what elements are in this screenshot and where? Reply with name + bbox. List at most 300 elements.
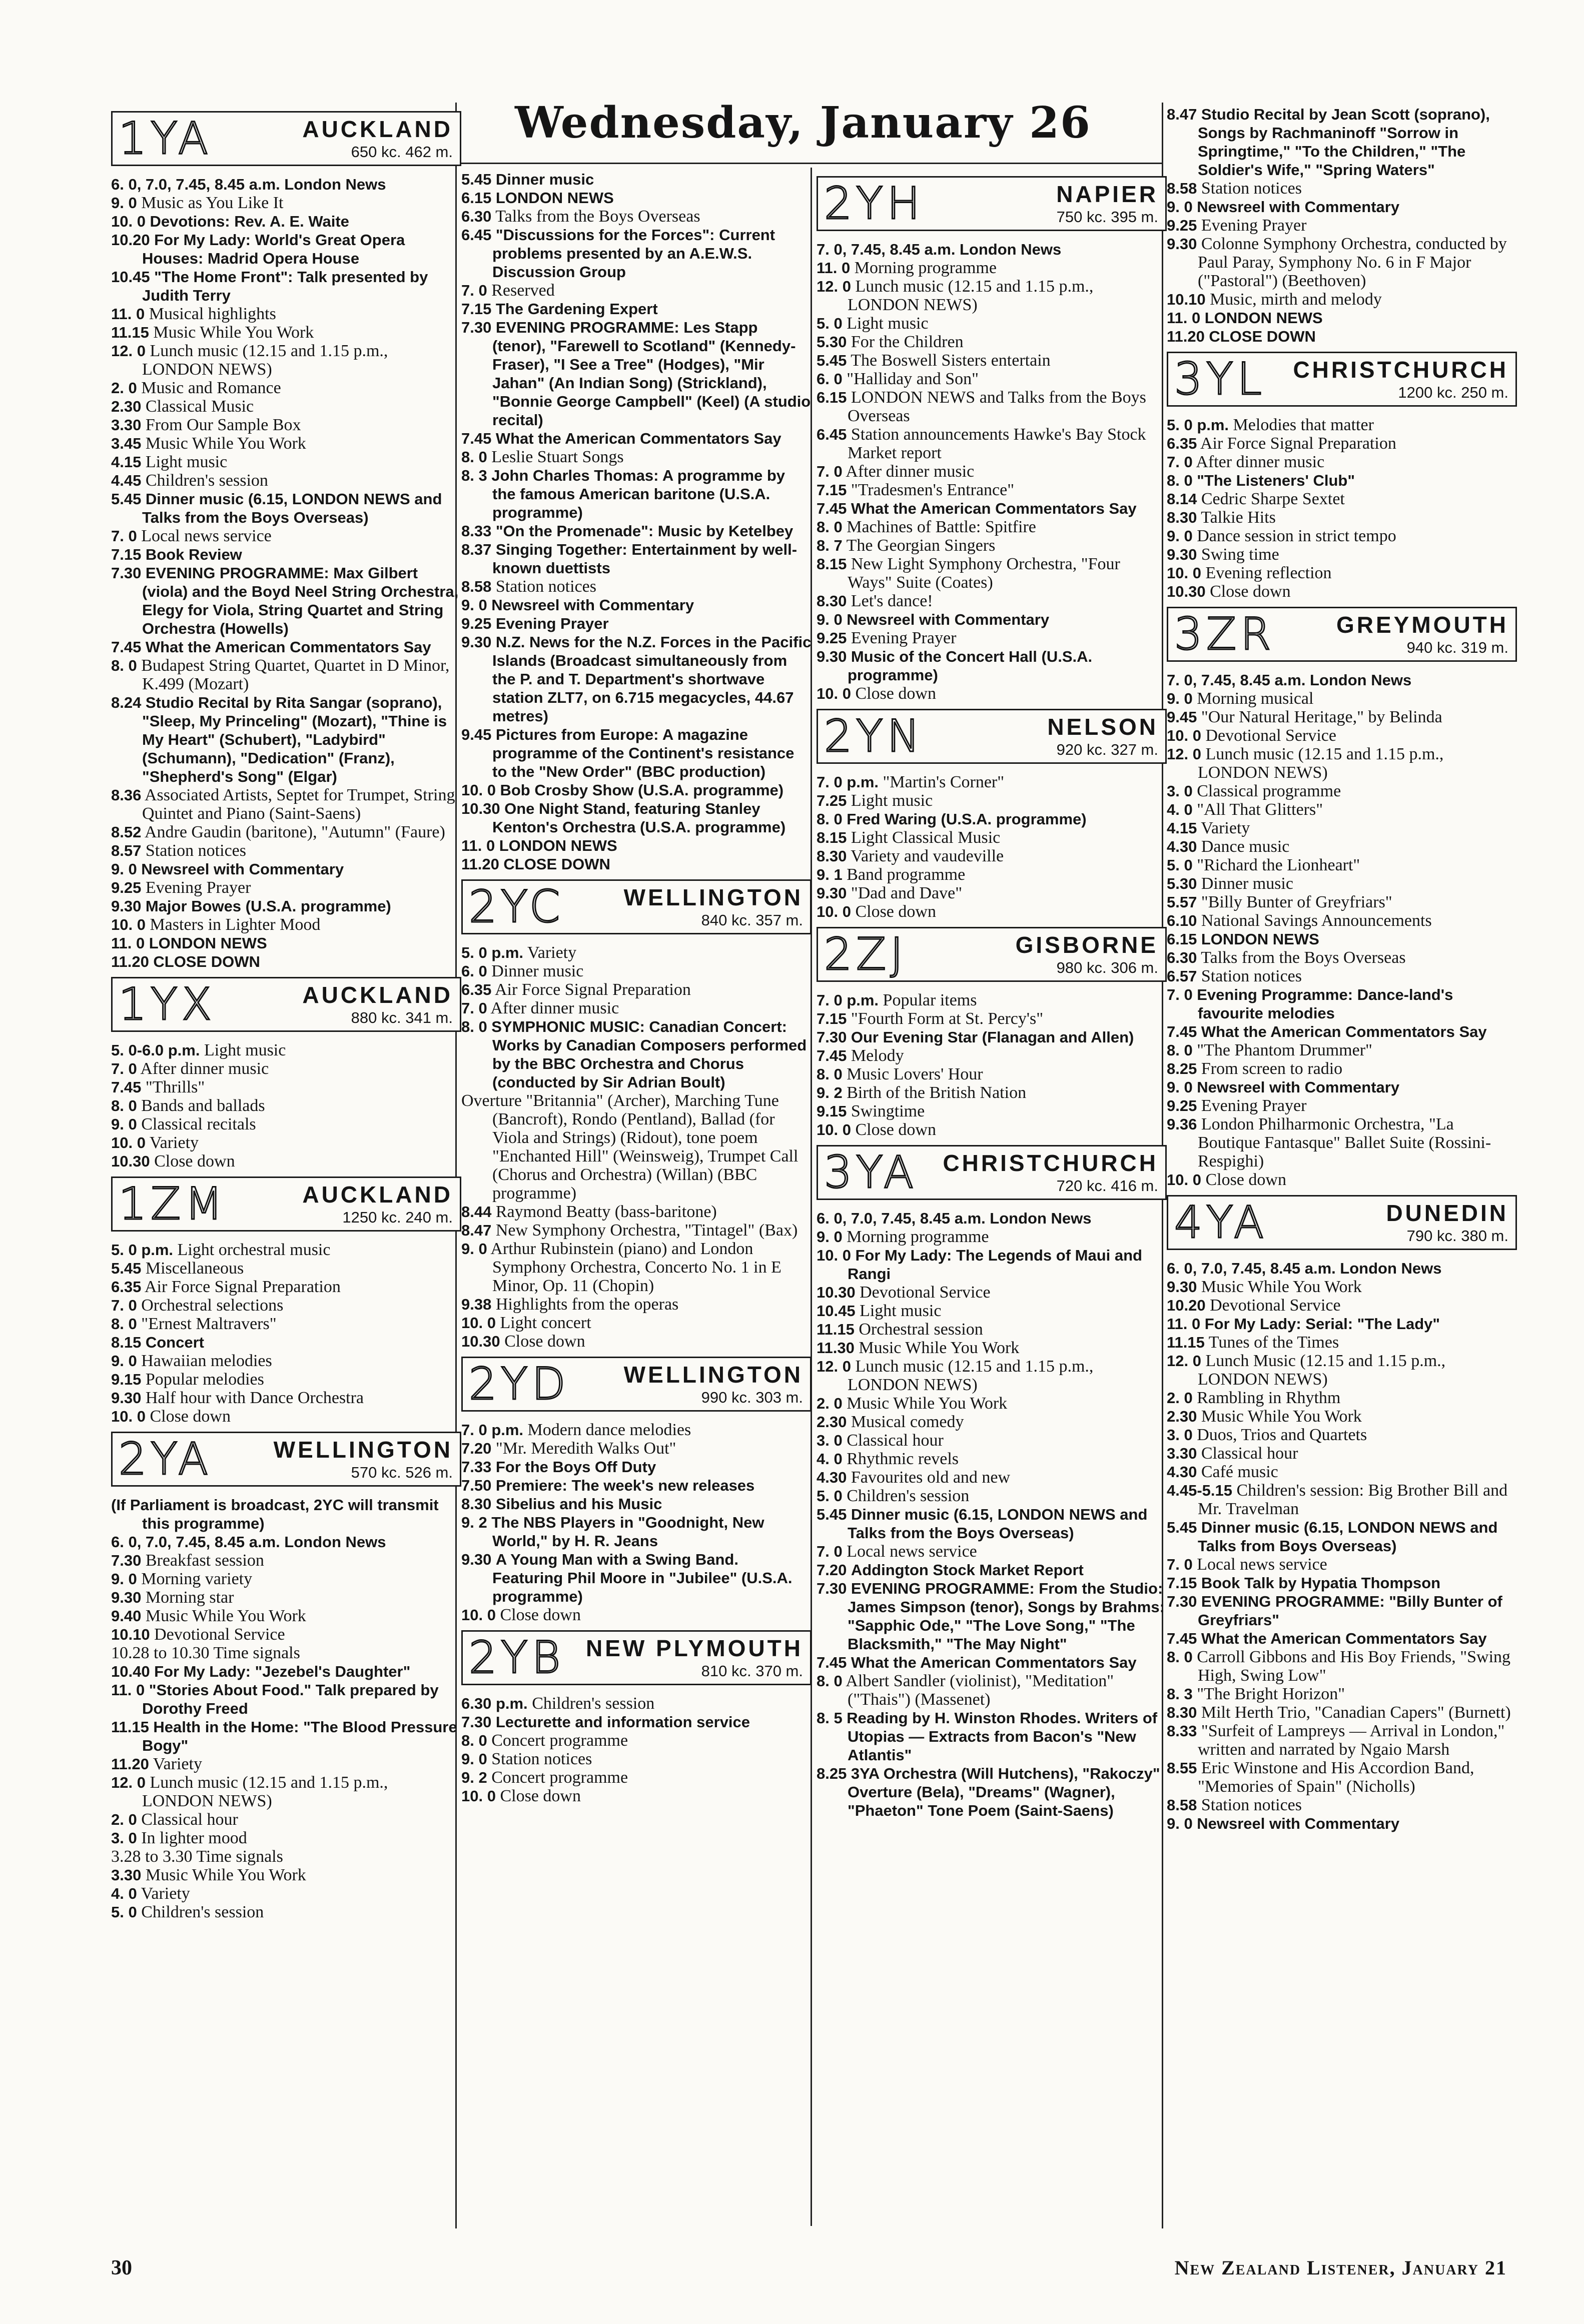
programme-entry	[817, 1228, 1167, 1246]
programme-title: Dinner music	[1201, 874, 1293, 893]
programme-time: 8.25	[817, 1765, 847, 1782]
programme-list	[111, 1241, 461, 1426]
programme-time: 6. 0, 7.0, 7.45, 8.45 a.m.	[111, 1533, 280, 1551]
programme-time: 9.30	[111, 1389, 142, 1407]
programme-entry	[1167, 453, 1517, 471]
programme-entry	[1167, 471, 1517, 490]
programme-entry	[1167, 967, 1517, 985]
programme-entry	[461, 1295, 812, 1314]
programme-title: From screen to radio	[1201, 1059, 1343, 1078]
station-frequency: 720 kc. 416 m.	[1056, 1177, 1158, 1195]
programme-entry	[817, 425, 1167, 462]
programme-title: London News	[990, 1210, 1092, 1227]
programme-time: 10. 0	[111, 213, 146, 230]
programme-time: 2.30	[1167, 1408, 1197, 1425]
programme-title: Station notices	[491, 1750, 592, 1768]
programme-title: National Savings Announcements	[1201, 911, 1432, 930]
programme-time: 11. 0	[1167, 1315, 1201, 1333]
programme-time: 7. 0 p.m.	[817, 991, 879, 1009]
programme-time: 7.30	[461, 319, 492, 336]
programme-time: 10.10	[111, 1626, 150, 1643]
programme-entry	[1167, 564, 1517, 582]
programme-time: 11.20	[461, 855, 499, 873]
programme-entry	[817, 518, 1167, 536]
programme-entry	[111, 823, 461, 841]
programme-entry	[817, 902, 1167, 921]
programme-entry	[1167, 1389, 1517, 1407]
station-header	[817, 927, 1167, 982]
programme-time: 7.45	[817, 1047, 847, 1064]
programme-time: 7.15	[111, 546, 142, 563]
programme-entry	[1167, 782, 1517, 800]
programme-title: Lunch music (12.15 and 1.15 p.m., LONDON NEWS)	[1198, 745, 1444, 782]
programme-entry	[111, 1533, 461, 1551]
programme-list	[461, 943, 812, 1351]
station-city: AUCKLAND	[302, 982, 453, 1008]
programme-time: 10. 0	[817, 685, 851, 702]
programme-title: Swing time	[1201, 545, 1279, 564]
programme-entry	[111, 1259, 461, 1278]
programme-title: Talks from the Boys Overseas	[1201, 948, 1406, 967]
programme-time: 4.45-5.15	[1167, 1482, 1232, 1499]
programme-entry	[817, 351, 1167, 370]
programme-entry	[461, 1240, 812, 1295]
programme-time: 8.37	[461, 541, 492, 558]
programme-time: 6.15	[1167, 930, 1197, 948]
programme-time: 10. 0	[461, 1787, 496, 1805]
programme-time: 5. 0	[111, 1903, 137, 1921]
station-frequency: 1200 kc. 250 m.	[1398, 384, 1508, 401]
programme-entry	[1167, 874, 1517, 893]
programme-title: Birth of the British Nation	[847, 1083, 1027, 1102]
programme-list	[1167, 105, 1517, 346]
programme-entry	[111, 545, 461, 564]
programme-title: Light concert	[500, 1314, 591, 1332]
column-4	[1167, 105, 1517, 1833]
programme-title: "Halliday and Son"	[847, 370, 979, 388]
programme-title: Machines of Battle: Spitfire	[847, 518, 1036, 536]
programme-time: 9.45	[1167, 708, 1197, 726]
programme-title: Station notices	[1201, 967, 1302, 985]
programme-entry	[817, 1450, 1167, 1468]
programme-entry	[817, 1120, 1167, 1139]
programme-title: Overture "Britannia" (Archer), Marching Tune (Bancroft), Rondo (Pentland), Ballad (for Viola and Strings) (Ridout), tone poem "Enchanted Hill" (Weinsweig), Trumpet Call (Chorus and Orchestra) (Willan) (BBC programme)	[461, 1091, 799, 1203]
programme-time: 5.45	[111, 1260, 142, 1277]
programme-list	[111, 1041, 461, 1171]
programme-entry	[111, 175, 461, 194]
programme-time: 8.15	[817, 829, 847, 846]
programme-entry	[817, 610, 1167, 629]
programme-time: 8. 5	[817, 1709, 843, 1727]
programme-entry	[111, 878, 461, 897]
programme-time: 4. 0	[1167, 801, 1193, 818]
programme-entry	[1167, 105, 1517, 179]
programme-entry	[111, 194, 461, 212]
programme-title: Children's session	[847, 1487, 970, 1505]
programme-entry	[817, 647, 1167, 684]
programme-entry	[461, 448, 812, 466]
programme-title: Morning programme	[847, 1228, 989, 1246]
programme-entry	[461, 577, 812, 596]
programme-title: Talks from the Boys Overseas	[495, 207, 700, 226]
programme-time: 7. 0	[1167, 986, 1193, 1003]
programme-title: Devotional Service	[154, 1625, 285, 1644]
programme-title: After dinner music	[846, 462, 975, 481]
programme-entry	[111, 1644, 461, 1662]
programme-time: 8.55	[1167, 1759, 1197, 1777]
programme-time: 11. 0	[111, 305, 145, 323]
programme-list	[1167, 416, 1517, 601]
programme-title: Masters in Lighter Mood	[150, 915, 321, 934]
programme-time: 9. 2	[461, 1514, 487, 1531]
programme-time: 7.45	[1167, 1630, 1197, 1647]
programme-time: 11. 0	[1167, 309, 1201, 327]
programme-entry	[111, 1278, 461, 1296]
programme-title: Children's session	[141, 1903, 264, 1921]
programme-entry	[1167, 179, 1517, 198]
station-frequency: 750 kc. 395 m.	[1056, 208, 1158, 226]
station-header	[1167, 1195, 1517, 1250]
programme-title: Melodies that matter	[1233, 416, 1374, 434]
programme-entry	[817, 1672, 1167, 1709]
programme-title: "Discussions for the Forces": Current problems presented by an A.E.W.S. Discussion Group	[492, 226, 775, 281]
programme-time: 7.15	[461, 300, 492, 318]
programme-title: Air Force Signal Preparation	[144, 1278, 341, 1296]
station-city: WELLINGTON	[273, 1437, 453, 1463]
programme-title: Singing Together: Entertainment by well-known duettists	[492, 541, 798, 577]
programme-time: 7. 0	[817, 463, 843, 480]
programme-entry	[111, 1407, 461, 1426]
programme-entry	[461, 633, 812, 725]
programme-time: 8.14	[1167, 490, 1197, 508]
programme-time: 6.35	[1167, 435, 1197, 452]
programme-title: Band programme	[847, 865, 966, 884]
programme-entry	[111, 397, 461, 416]
programme-title: LONDON NEWS	[1204, 309, 1323, 327]
programme-title: Talkie Hits	[1201, 508, 1276, 527]
programme-title: Music While You Work	[145, 1607, 306, 1625]
programme-entry	[817, 828, 1167, 847]
station-callsign: 1YX	[119, 978, 216, 1030]
programme-title: N.Z. News for the N.Z. Forces in the Pacific Islands (Broadcast simultaneously from the P. and T. Department's shortwave station ZLT7, on 6.715 megacycles, 44.67 metres)	[492, 633, 812, 725]
programme-title: Eric Winstone and His Accordion Band, "Memories of Spain" (Nicholls)	[1198, 1759, 1474, 1796]
programme-entry	[817, 884, 1167, 902]
programme-title: Our Evening Star (Flanagan and Allen)	[851, 1028, 1134, 1046]
programme-entry	[461, 980, 812, 999]
programme-title: Devotional Service	[1205, 726, 1336, 745]
programme-entry	[817, 1209, 1167, 1228]
programme-entry	[461, 1203, 812, 1221]
programme-entry	[461, 781, 812, 799]
programme-time: 10. 0	[461, 1606, 496, 1624]
programme-time: 9.38	[461, 1296, 492, 1313]
station-callsign: 2YA	[119, 1433, 213, 1485]
programme-time: 4.15	[1167, 819, 1197, 837]
programme-entry	[1167, 1096, 1517, 1115]
programme-time: 11.30	[817, 1339, 855, 1357]
programme-entry	[111, 1041, 461, 1059]
programme-entry	[111, 1810, 461, 1829]
programme-title: Music While You Work	[145, 1866, 306, 1884]
station-city: CHRISTCHURCH	[1293, 357, 1508, 383]
programme-title: LONDON NEWS	[495, 189, 614, 207]
station-header	[1167, 352, 1517, 407]
programme-time: 11. 0	[111, 934, 145, 952]
programme-time: 3.30	[1167, 1445, 1197, 1462]
programme-title: What the American Commentators Say	[851, 500, 1137, 517]
programme-time: 7. 0	[461, 282, 487, 299]
station-callsign: 3ZR	[1174, 608, 1275, 660]
programme-time: 6. 0	[461, 962, 487, 980]
programme-title: Close down	[855, 1120, 936, 1139]
programme-title: Variety	[527, 943, 577, 962]
programme-time: 9. 0	[111, 1115, 137, 1133]
programme-entry	[461, 1332, 812, 1351]
programme-title: What the American Commentators Say	[1201, 1023, 1487, 1040]
programme-title: Major Bowes (U.S.A. programme)	[145, 897, 391, 915]
programme-time: 3. 0	[1167, 782, 1193, 800]
programme-entry	[1167, 1555, 1517, 1574]
programme-time: 9. 0	[1167, 1078, 1193, 1096]
programme-entry	[111, 490, 461, 527]
station-header	[111, 977, 461, 1032]
programme-time: 9.25	[111, 879, 142, 896]
programme-title: SYMPHONIC MUSIC: Canadian Concert: Works by Canadian Composers performed by the BBC Orchestra and Chorus (conducted by Sir Adrian Boult)	[491, 1018, 807, 1091]
station-callsign: 1YA	[119, 113, 213, 164]
programme-title: Variety	[153, 1755, 202, 1773]
programme-title: CLOSE DOWN	[153, 953, 260, 970]
programme-title: Dance session in strict tempo	[1197, 527, 1396, 545]
programme-time: 6. 0, 7.0, 7.45, 8.45 a.m.	[817, 1210, 986, 1227]
programme-time: 10.10	[1167, 291, 1206, 308]
programme-title: Light orchestral music	[177, 1241, 331, 1259]
programme-entry	[817, 333, 1167, 351]
programme-time: 8.36	[111, 786, 142, 804]
programme-entry	[461, 1787, 812, 1805]
programme-entry	[111, 1389, 461, 1407]
programme-entry	[1167, 1078, 1517, 1096]
programme-list	[817, 240, 1167, 703]
programme-title: Station notices	[1201, 1796, 1302, 1814]
programme-title: Close down	[504, 1332, 585, 1351]
programme-time: 2. 0	[1167, 1389, 1193, 1407]
programme-time: 8. 7	[817, 537, 843, 554]
programme-time: 7. 0, 7.45, 8.45 a.m.	[817, 241, 956, 258]
programme-time: 11.15	[111, 1718, 149, 1736]
programme-entry	[1167, 689, 1517, 708]
programme-title: Orchestral selections	[141, 1296, 284, 1315]
programme-title: Bob Crosby Show (U.S.A. programme)	[500, 781, 784, 799]
programme-title: Variety	[149, 1133, 199, 1152]
programme-title: Health in the Home: "The Blood Pressure Bogy"	[142, 1718, 457, 1754]
programme-time: 5.45	[817, 1506, 847, 1523]
programme-title: Reserved	[491, 281, 555, 300]
programme-entry	[1167, 893, 1517, 911]
programme-title: From Our Sample Box	[145, 416, 301, 434]
programme-time: 5. 0-6.0 p.m.	[111, 1041, 200, 1059]
programme-title: "Ernest Maltravers"	[141, 1315, 277, 1333]
programme-title: For My Lady: "Jezebel's Daughter"	[154, 1663, 411, 1680]
programme-title: Breakfast session	[145, 1551, 264, 1570]
programme-entry	[111, 860, 461, 878]
programme-title: Orchestral session	[859, 1320, 983, 1339]
programme-entry	[461, 1768, 812, 1787]
programme-entry	[461, 799, 812, 836]
station-city: DUNEDIN	[1386, 1200, 1508, 1226]
programme-title: Carroll Gibbons and His Boy Friends, "Swing High, Swing Low"	[1197, 1648, 1511, 1685]
programme-title: Light music	[145, 453, 228, 471]
programme-time: 11.20	[1167, 328, 1205, 345]
programme-time: 7. 0	[461, 999, 487, 1017]
programme-entry	[111, 786, 461, 823]
programme-entry	[111, 656, 461, 693]
programme-time: 8.47	[461, 1222, 492, 1239]
programme-time: 12. 0	[111, 342, 146, 360]
programme-entry	[817, 1431, 1167, 1450]
programme-entry	[1167, 1629, 1517, 1648]
programme-time: 12. 0	[1167, 745, 1201, 763]
programme-entry	[111, 1152, 461, 1171]
programme-time: 8. 0	[1167, 1041, 1193, 1059]
station-header	[111, 1177, 461, 1232]
programme-time: 3.30	[111, 1866, 142, 1884]
programme-title: Music While You Work	[145, 434, 306, 453]
programme-entry	[1167, 1041, 1517, 1059]
programme-entry	[461, 725, 812, 781]
programme-entry	[111, 1884, 461, 1903]
programme-entry	[111, 952, 461, 971]
programme-entry	[461, 466, 812, 522]
programme-time: 7.25	[817, 792, 847, 809]
programme-title: "The Bright Horizon"	[1197, 1685, 1345, 1703]
programme-time: 6.30	[1167, 949, 1197, 966]
programme-title: Close down	[500, 1787, 581, 1805]
programme-title: For My Lady: World's Great Opera Houses: Madrid Opera House	[142, 231, 405, 267]
programme-entry	[1167, 1059, 1517, 1078]
programme-entry	[817, 1246, 1167, 1283]
programme-title: 10.28 to 10.30 Time signals	[111, 1644, 300, 1662]
programme-entry	[461, 1221, 812, 1240]
programme-entry	[111, 1551, 461, 1570]
programme-time: 9.40	[111, 1607, 142, 1625]
programme-time: 8. 0	[817, 1672, 843, 1690]
programme-title: Andre Gaudin (baritone), "Autumn" (Faure)	[144, 823, 445, 841]
programme-title: Close down	[855, 684, 936, 703]
programme-title: Music of the Concert Hall (U.S.A. programme)	[848, 648, 1093, 684]
programme-title: For My Lady: Serial: "The Lady"	[1204, 1315, 1440, 1333]
programme-title: Children's session: Big Brother Bill and Mr. Travelman	[1198, 1481, 1508, 1518]
programme-entry	[111, 323, 461, 342]
programme-entry	[111, 915, 461, 934]
station-callsign: 3YL	[1174, 353, 1266, 405]
programme-time: 5.45	[1167, 1519, 1197, 1536]
programme-time: 9. 0	[111, 1352, 137, 1370]
programme-entry	[1167, 930, 1517, 948]
programme-title: Light music	[860, 1302, 942, 1320]
programme-entry	[111, 1570, 461, 1588]
programme-entry	[1167, 1444, 1517, 1463]
programme-title: "The Listeners' Club"	[1197, 472, 1355, 489]
programme-title: "Thrills"	[145, 1078, 205, 1096]
programme-entry	[1167, 856, 1517, 874]
programme-title: Premiere: The week's new releases	[495, 1477, 755, 1494]
programme-time: 8. 0	[817, 1065, 843, 1083]
programme-entry	[461, 1713, 812, 1731]
station-frequency: 980 kc. 306 m.	[1056, 959, 1158, 976]
programme-list	[461, 1694, 812, 1805]
programme-time: 10. 0	[817, 1121, 851, 1138]
programme-entry	[111, 1718, 461, 1755]
station-callsign: 2YB	[469, 1632, 565, 1683]
programme-title: Lunch Music (12.15 and 1.15 p.m., LONDON NEWS)	[1198, 1352, 1446, 1389]
programme-title: Children's session	[145, 471, 268, 490]
station-frequency: 1250 kc. 240 m.	[342, 1209, 453, 1226]
programme-time: 7.30	[817, 1580, 847, 1597]
programme-title: Classical hour	[847, 1431, 944, 1450]
programme-time: 10. 0	[111, 1134, 146, 1151]
programme-entry	[817, 773, 1167, 791]
programme-title: "Tradesmen's Entrance"	[851, 481, 1015, 499]
programme-time: 8. 0	[461, 1018, 487, 1035]
programme-title: London News	[959, 241, 1062, 258]
programme-time: 7. 0 p.m.	[461, 1421, 524, 1439]
programme-time: 8. 0	[111, 1097, 137, 1114]
programme-title: Arthur Rubinstein (piano) and London Symphony Orchestra, Concerto No. 1 in E Minor, Op. 11 (Chopin)	[490, 1240, 781, 1295]
programme-entry	[817, 1083, 1167, 1102]
programme-title: Light Classical Music	[851, 828, 1001, 847]
programme-time: 10. 0	[1167, 1171, 1201, 1189]
programme-time: 11.20	[111, 1755, 149, 1773]
programme-title: Miscellaneous	[145, 1259, 244, 1278]
programme-time: 3. 0	[817, 1432, 843, 1449]
programme-time: 9.25	[817, 629, 847, 647]
programme-time: 10. 0	[817, 1247, 851, 1264]
programme-entry	[817, 810, 1167, 828]
programme-title: Budapest String Quartet, Quartet in D Minor, K.499 (Mozart)	[141, 656, 450, 693]
programme-title: Musical highlights	[149, 305, 276, 323]
programme-time: 5.45	[461, 171, 492, 188]
programme-entry	[1167, 416, 1517, 434]
programme-title: Dinner music (6.15, LONDON NEWS and Talks from the Boys Overseas)	[848, 1506, 1148, 1542]
programme-entry	[817, 536, 1167, 555]
programme-entry	[817, 314, 1167, 333]
programme-title: Morning variety	[141, 1570, 253, 1588]
programme-title: Music While You Work	[153, 323, 314, 342]
programme-title: Raymond Beatty (bass-baritone)	[495, 1203, 717, 1221]
programme-list	[111, 175, 461, 971]
programme-entry	[1167, 1518, 1517, 1555]
programme-entry	[817, 1302, 1167, 1320]
programme-time: 9.15	[817, 1102, 847, 1120]
programme-time: 3.30	[111, 416, 142, 434]
programme-title: Let's dance!	[851, 592, 933, 610]
programme-time: 4.45	[111, 472, 142, 489]
programme-time: 10. 0	[1167, 727, 1201, 744]
programme-title: Lunch music (12.15 and 1.15 p.m., LONDON NEWS)	[142, 1773, 388, 1810]
programme-entry	[1167, 1463, 1517, 1481]
programme-entry	[1167, 1115, 1517, 1171]
programme-time: 9.30	[111, 897, 142, 915]
programme-entry	[461, 300, 812, 318]
programme-entry	[1167, 1574, 1517, 1592]
programme-entry	[1167, 582, 1517, 601]
programme-title: EVENING PROGRAMME: "Billy Bunter of Greyfriars"	[1198, 1593, 1502, 1629]
programme-title: "Mr. Meredith Walks Out"	[495, 1439, 676, 1458]
programme-title: Melody	[851, 1046, 904, 1065]
programme-title: Popular items	[883, 991, 977, 1009]
programme-time: 6.35	[461, 981, 492, 998]
programme-entry	[817, 1357, 1167, 1394]
